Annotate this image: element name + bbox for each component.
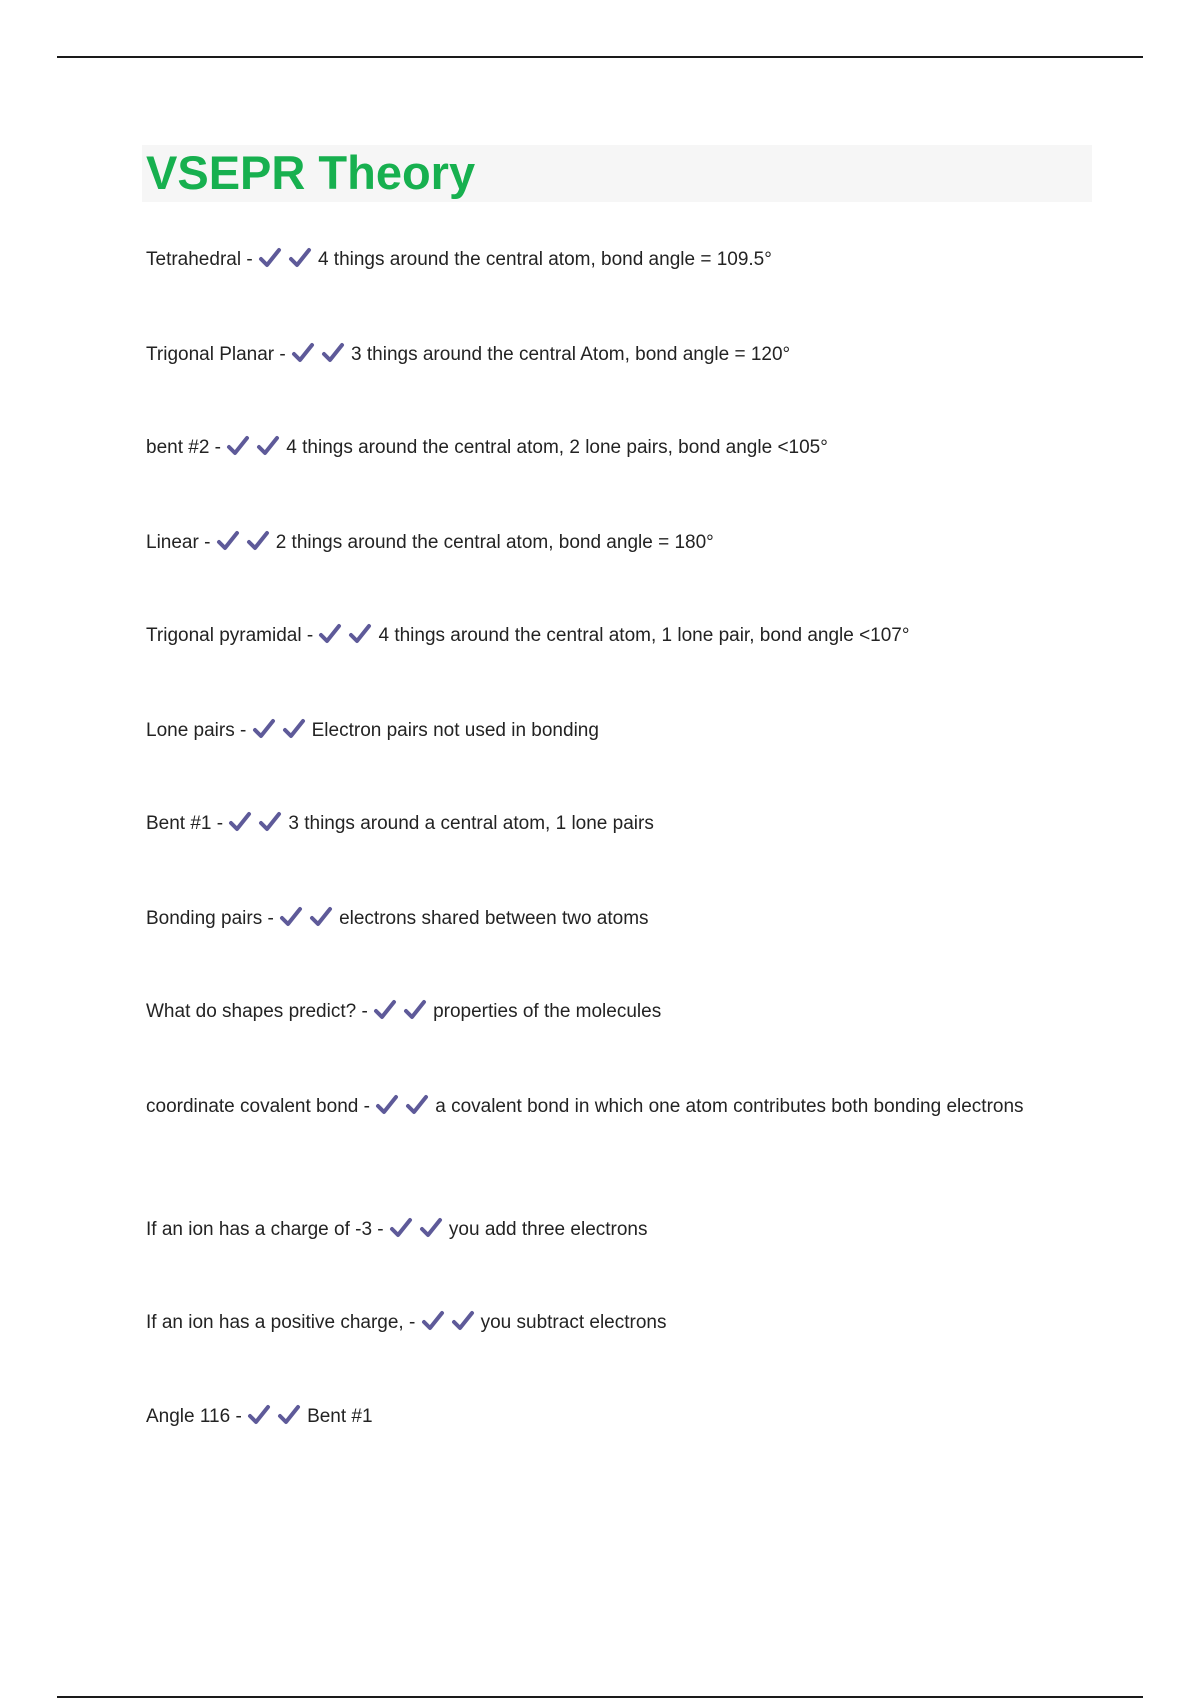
checkmark-icon: [421, 1310, 445, 1332]
entry-definition: Bent #1: [307, 1406, 373, 1427]
entry-term: If an ion has a positive charge, -: [146, 1312, 421, 1333]
flashcard-entry: [146, 529, 1026, 557]
entry-term: Linear -: [146, 532, 216, 553]
flashcard-entry: [146, 998, 1026, 1026]
entry-term: What do shapes predict? -: [146, 1001, 374, 1022]
checkmark-icon: [318, 623, 342, 645]
checkmark-icon: [246, 530, 270, 552]
checkmark-icon: [419, 1217, 443, 1239]
checkmark-icon: [277, 1404, 301, 1426]
entry-definition: 3 things around the central Atom, bond angle = 120°: [351, 344, 791, 365]
entry-definition: you add three electrons: [448, 1219, 648, 1240]
flashcard-entry: [146, 810, 1026, 838]
flashcard-entry: [146, 1216, 1026, 1244]
checkmark-icon: [309, 906, 333, 928]
checkmark-icon: [348, 623, 372, 645]
footer-rule: [57, 1696, 1143, 1698]
checkmark-icon: [373, 999, 397, 1021]
checkmark-icon: [375, 1094, 399, 1116]
checkmark-icon: [405, 1094, 429, 1116]
entry-definition: 2 things around the central atom, bond angle = 180°: [275, 532, 714, 553]
flashcard-entry: [146, 717, 1026, 745]
header-rule: [57, 56, 1143, 58]
flashcard-entry: [146, 905, 1026, 933]
entry-definition: properties of the molecules: [433, 1001, 662, 1022]
entry-definition: electrons shared between two atoms: [339, 908, 649, 929]
entry-definition: you subtract electrons: [480, 1312, 667, 1333]
page-title: VSEPR Theory: [146, 146, 476, 199]
flashcard-entry: [146, 1403, 1026, 1431]
entry-definition: Electron pairs not used in bonding: [311, 720, 599, 741]
entry-term: bent #2 -: [146, 437, 227, 458]
entry-term: Lone pairs -: [146, 720, 252, 741]
checkmark-icon: [282, 718, 306, 740]
flashcard-entry: [146, 246, 1026, 274]
entry-definition: 4 things around the central atom, bond angle = 109.5°: [317, 249, 772, 270]
checkmark-icon: [226, 435, 250, 457]
flashcard-entry: [146, 434, 1026, 462]
entry-term: If an ion has a charge of -3 -: [146, 1219, 389, 1240]
flashcard-entry: [146, 622, 1026, 650]
checkmark-icon: [256, 435, 280, 457]
entry-term: Tetrahedral -: [146, 249, 258, 270]
checkmark-icon: [288, 247, 312, 269]
entry-definition: a covalent bond in which one atom contributes both bonding electrons: [435, 1096, 1024, 1117]
entry-definition: 3 things around a central atom, 1 lone pairs: [288, 813, 654, 834]
checkmark-icon: [291, 342, 315, 364]
checkmark-icon: [252, 718, 276, 740]
entry-definition: 4 things around the central atom, 2 lone pairs, bond angle <105°: [286, 437, 828, 458]
checkmark-icon: [403, 999, 427, 1021]
checkmark-icon: [321, 342, 345, 364]
checkmark-icon: [279, 906, 303, 928]
entry-term: Bent #1 -: [146, 813, 229, 834]
entry-term: coordinate covalent bond -: [146, 1096, 376, 1117]
checkmark-icon: [247, 1404, 271, 1426]
entry-term: Bonding pairs -: [146, 908, 280, 929]
checkmark-icon: [228, 811, 252, 833]
entry-term: Trigonal pyramidal -: [146, 625, 319, 646]
checkmark-icon: [389, 1217, 413, 1239]
flashcard-entry: [146, 1093, 1026, 1121]
entry-term: Angle 116 -: [146, 1406, 248, 1427]
flashcard-entry: [146, 341, 1026, 369]
entry-definition: 4 things around the central atom, 1 lone pair, bond angle <107°: [378, 625, 910, 646]
checkmark-icon: [451, 1310, 475, 1332]
checkmark-icon: [216, 530, 240, 552]
checkmark-icon: [258, 811, 282, 833]
checkmark-icon: [258, 247, 282, 269]
entry-term: Trigonal Planar -: [146, 344, 292, 365]
flashcard-entry: [146, 1309, 1026, 1337]
